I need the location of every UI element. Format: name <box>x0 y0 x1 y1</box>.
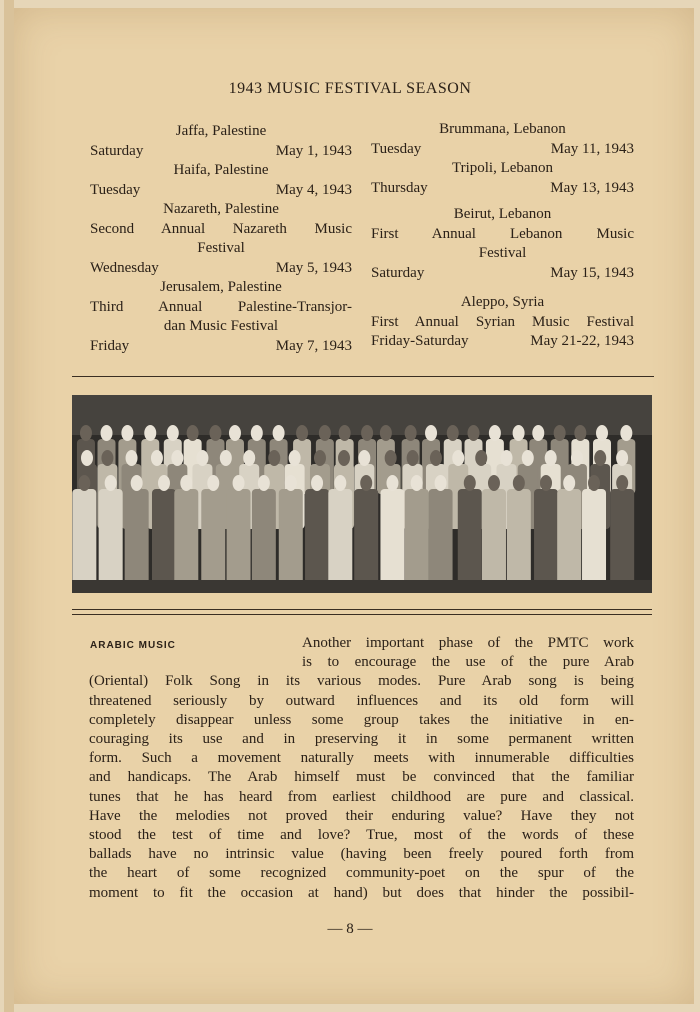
choir-member-figure <box>201 489 225 593</box>
choir-member-head <box>209 425 221 441</box>
event-festival-name: First Annual Lebanon Music <box>371 225 634 242</box>
body-line: and handicaps. The Arab himself must be convinced that the familiar <box>89 769 634 786</box>
event-festival-name: Third Annual Palestine-Transjor- <box>90 298 352 315</box>
choir-photograph <box>72 395 652 593</box>
choir-member-figure <box>227 489 251 593</box>
choir-member-figure <box>252 489 276 593</box>
choir-member-head <box>151 450 163 466</box>
event-aleppo <box>371 293 634 352</box>
event-day: Friday <box>90 337 130 354</box>
choir-member-head <box>464 475 476 491</box>
choir-member-figure <box>354 489 378 593</box>
body-line: stood the test of time and love? True, most of the words of these <box>89 827 634 844</box>
choir-member-head <box>563 475 575 491</box>
choir-member-figure <box>429 489 453 593</box>
choir-member-head <box>380 425 392 441</box>
choir-member-figure <box>279 489 303 593</box>
body-line: completely disappear unless some group takes the initiative in en- <box>89 711 634 728</box>
choir-member-head <box>339 425 351 441</box>
event-festival-name-end: Festival <box>478 245 527 261</box>
choir-member-head <box>467 425 479 441</box>
event-day: Friday-Saturday <box>371 333 469 349</box>
page-edge <box>4 0 14 1012</box>
choir-member-head <box>220 450 232 466</box>
choir-member-head <box>475 450 487 466</box>
event-date: May 15, 1943 <box>550 264 634 281</box>
choir-member-head <box>361 425 373 441</box>
event-day: Wednesday <box>90 259 159 276</box>
choir-member-figure <box>72 489 96 593</box>
event-city: Aleppo, Syria <box>460 294 545 310</box>
choir-member-head <box>385 450 397 466</box>
body-line: moment to fit the occasion at hand) but does that hinder the possibil- <box>89 884 634 901</box>
choir-photograph-figures <box>72 395 652 593</box>
choir-member-head <box>532 425 544 441</box>
event-city: Beirut, Lebanon <box>453 206 552 222</box>
choir-member-head <box>435 475 447 491</box>
choir-member-head <box>121 425 133 441</box>
choir-member-figure <box>152 489 176 593</box>
choir-member-head <box>452 450 464 466</box>
body-line: ballads have no intrinsic value (having been freely poured forth from <box>89 846 634 863</box>
event-date: May 4, 1943 <box>275 181 352 198</box>
event-tripoli <box>371 159 634 198</box>
section-label: ARABIC MUSIC <box>90 640 176 651</box>
body-line: Have the melodies not proved their enduring value? Have they not <box>89 807 634 824</box>
event-city: Jaffa, Palestine <box>175 123 267 139</box>
event-date: May 11, 1943 <box>550 140 634 157</box>
choir-member-head <box>358 450 370 466</box>
choir-member-head <box>126 450 138 466</box>
choir-member-head <box>360 475 372 491</box>
choir-member-head <box>258 475 270 491</box>
choir-member-head <box>405 425 417 441</box>
choir-member-head <box>289 450 301 466</box>
choir-member-head <box>171 450 183 466</box>
choir-member-head <box>430 450 442 466</box>
schedule-right-column <box>371 120 634 352</box>
choir-member-head <box>243 450 255 466</box>
choir-member-head <box>167 425 179 441</box>
event-brummana <box>371 120 634 159</box>
double-divider-rule <box>72 609 652 615</box>
choir-member-head <box>571 450 583 466</box>
event-day: Tuesday <box>371 140 422 157</box>
event-date: May 13, 1943 <box>550 179 634 196</box>
choir-member-head <box>196 450 208 466</box>
event-beirut <box>371 205 634 283</box>
event-festival-name-end: dan Music Festival <box>163 318 279 334</box>
event-city: Tripoli, Lebanon <box>451 160 554 176</box>
choir-member-head <box>80 425 92 441</box>
page-title: 1943 MUSIC FESTIVAL SEASON <box>228 80 472 97</box>
event-city: Jerusalem, Palestine <box>160 279 282 295</box>
choir-member-head <box>588 475 600 491</box>
body-line: is to encourage the use of the pure Arab <box>302 654 634 671</box>
choir-member-head <box>144 425 156 441</box>
divider-rule <box>72 376 654 377</box>
choir-member-figure <box>380 489 404 593</box>
choir-member-head <box>105 475 117 491</box>
choir-member-head <box>314 450 326 466</box>
choir-member-head <box>545 450 557 466</box>
choir-member-head <box>334 475 346 491</box>
choir-member-head <box>386 475 398 491</box>
choir-member-head <box>488 475 500 491</box>
event-city: Brummana, Lebanon <box>439 121 566 137</box>
body-line: Another important phase of the PMTC work <box>302 635 634 651</box>
choir-member-head <box>500 450 512 466</box>
event-day: Thursday <box>371 179 428 196</box>
choir-member-head <box>407 450 419 466</box>
event-festival-name: Second Annual Nazareth Music <box>90 220 352 237</box>
choir-member-figure <box>534 489 558 593</box>
choir-member-figure <box>125 489 149 593</box>
event-date: May 5, 1943 <box>275 259 352 276</box>
choir-member-figure <box>174 489 198 593</box>
choir-member-head <box>158 475 170 491</box>
choir-member-head <box>285 475 297 491</box>
choir-member-head <box>540 475 552 491</box>
choir-member-head <box>594 450 606 466</box>
choir-member-figure <box>557 489 581 593</box>
choir-member-figure <box>405 489 429 593</box>
page-number: — 8 — <box>327 921 373 937</box>
choir-member-figure <box>482 489 506 593</box>
event-jerusalem <box>90 278 352 356</box>
choir-member-figure <box>610 489 634 593</box>
choir-member-figure <box>582 489 606 593</box>
body-line: couraging its use and in preserving it in some permanent written <box>89 731 634 748</box>
event-date: May 21-22, 1943 <box>530 333 634 349</box>
choir-member-head <box>207 475 219 491</box>
choir-member-figure <box>305 489 329 593</box>
choir-member-head <box>319 425 331 441</box>
choir-member-head <box>273 425 285 441</box>
choir-member-head <box>616 450 628 466</box>
event-day: Saturday <box>90 142 144 159</box>
choir-member-head <box>101 450 113 466</box>
body-line: (Oriental) Folk Song in its various modes. Pure Arab song is being <box>89 673 634 690</box>
event-date: May 7, 1943 <box>275 337 352 354</box>
schedule-left-column <box>90 122 352 356</box>
event-city: Haifa, Palestine <box>173 162 269 178</box>
choir-member-head <box>251 425 263 441</box>
choir-member-head <box>81 450 93 466</box>
event-jaffa <box>90 122 352 161</box>
choir-member-head <box>447 425 459 441</box>
body-line: tunes that he has heard from earliest childhood are pure and classical. <box>89 788 634 805</box>
choir-member-head <box>425 425 437 441</box>
choir-member-head <box>101 425 113 441</box>
choir-member-head <box>131 475 143 491</box>
event-date: May 1, 1943 <box>275 142 352 159</box>
choir-member-head <box>522 450 534 466</box>
body-line: the heart of some recognized community-poet on the spur of the <box>89 865 634 882</box>
choir-member-figure <box>328 489 352 593</box>
choir-member-head <box>268 450 280 466</box>
event-nazareth <box>90 200 352 278</box>
choir-member-head <box>489 425 501 441</box>
choir-member-head <box>296 425 308 441</box>
choir-member-head <box>620 425 632 441</box>
choir-member-head <box>187 425 199 441</box>
choir-member-figure <box>99 489 123 593</box>
event-day: Saturday <box>371 264 425 281</box>
choir-member-figure <box>458 489 482 593</box>
choir-member-head <box>411 475 423 491</box>
event-festival-name: First Annual Syrian Music Festival <box>371 313 634 330</box>
event-city: Nazareth, Palestine <box>163 201 279 217</box>
body-line: threatened seriously by outward influences and its old form will <box>89 692 634 709</box>
choir-member-head <box>513 425 525 441</box>
choir-member-head <box>596 425 608 441</box>
body-line: form. Such a movement naturally meets with innumerable difficulties <box>89 750 634 767</box>
event-day: Tuesday <box>90 181 141 198</box>
choir-member-head <box>338 450 350 466</box>
choir-member-head <box>574 425 586 441</box>
choir-member-figure <box>507 489 531 593</box>
event-festival-name-end: Festival <box>197 240 245 256</box>
choir-member-head <box>233 475 245 491</box>
choir-member-head <box>180 475 192 491</box>
choir-member-head <box>229 425 241 441</box>
choir-member-head <box>616 475 628 491</box>
choir-member-head <box>311 475 323 491</box>
article-body <box>89 634 634 903</box>
event-haifa <box>90 161 352 200</box>
choir-member-head <box>513 475 525 491</box>
choir-member-head <box>78 475 90 491</box>
choir-member-head <box>554 425 566 441</box>
